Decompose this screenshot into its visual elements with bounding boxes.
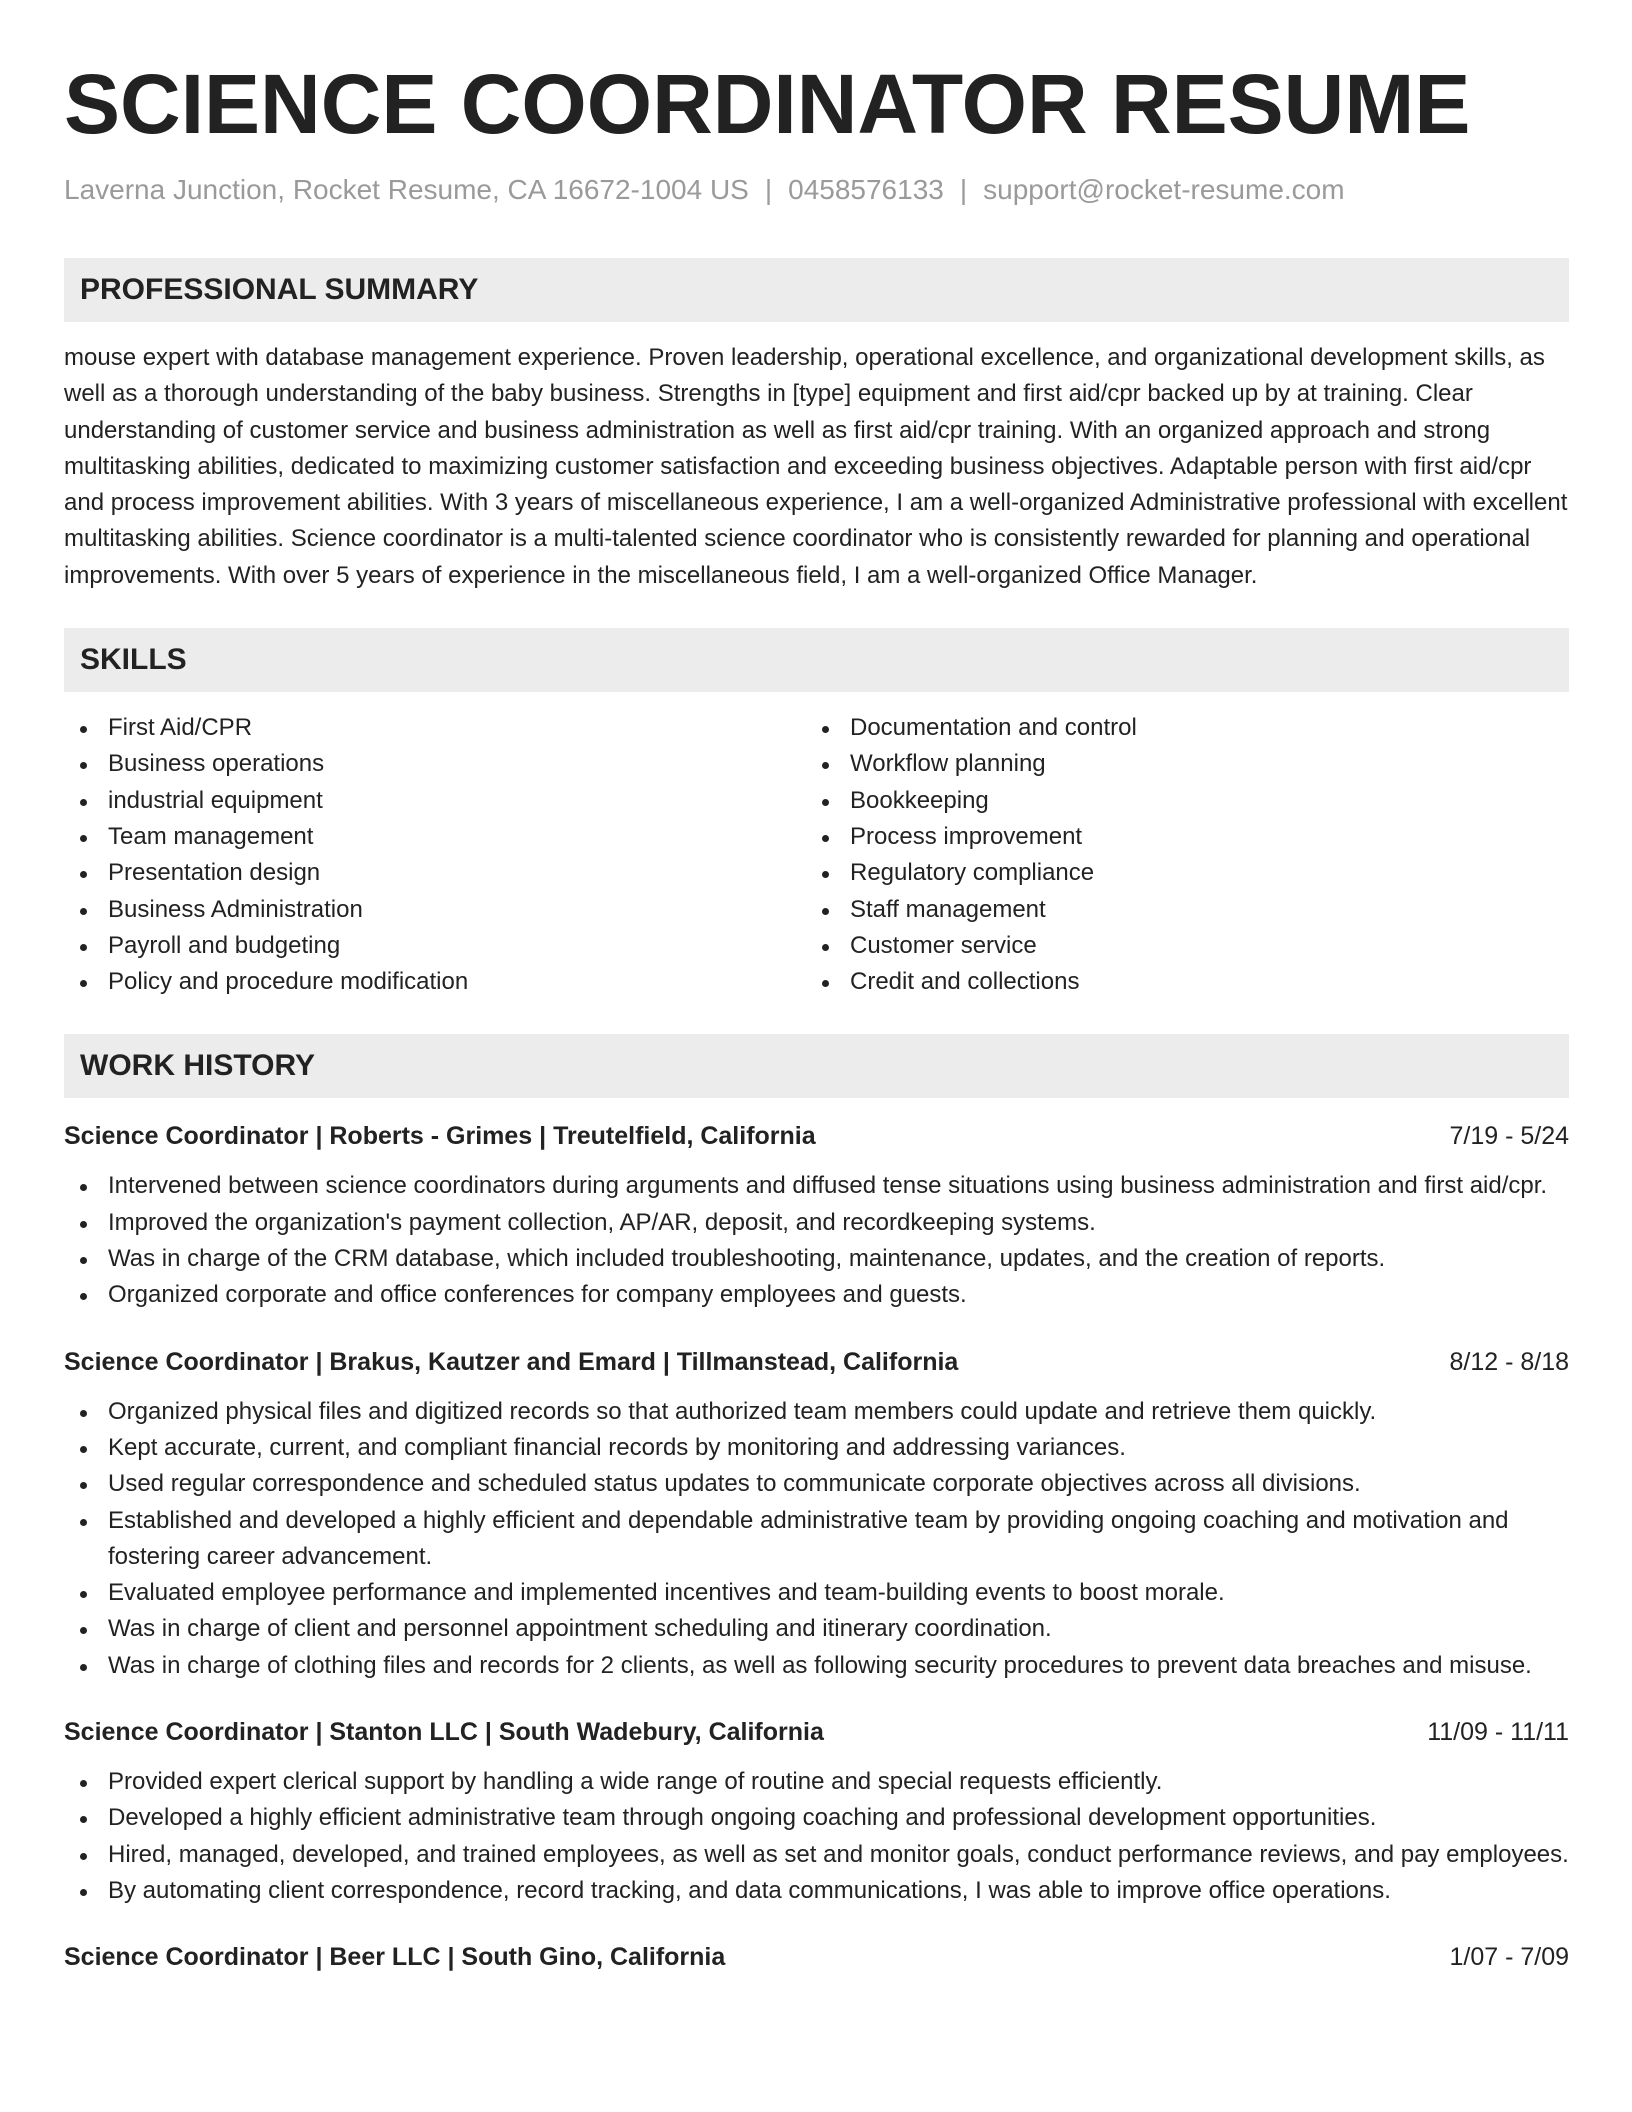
skills-list — [64, 710, 1569, 1000]
job-bullet: Improved the organization's payment collection, AP/AR, deposit, and recordkeeping systems. — [64, 1205, 1569, 1241]
job-bullet: Organized corporate and office conferences for company employees and guests. — [64, 1277, 1569, 1313]
job-title: Science Coordinator | Stanton LLC | South Wadebury, California — [64, 1718, 824, 1747]
skill-item: industrial equipment — [64, 783, 806, 819]
work-history-list — [64, 1118, 1569, 1975]
job-bullet: Evaluated employee performance and implemented incentives and team-building events to boost morale. — [64, 1575, 1569, 1611]
contact-separator: | — [959, 174, 968, 205]
skills-column-right — [806, 710, 1548, 1000]
job-bullets — [64, 1764, 1569, 1909]
job-dates: 8/12 - 8/18 — [1449, 1347, 1569, 1376]
job-bullet: Intervened between science coordinators during arguments and diffused tense situations using business administration and first aid/cpr. — [64, 1168, 1569, 1204]
job-bullets — [64, 1394, 1569, 1684]
work-history-heading: WORK HISTORY — [64, 1034, 1569, 1098]
contact-separator: | — [764, 174, 773, 205]
skill-item: Workflow planning — [806, 746, 1548, 782]
job-bullet: Was in charge of client and personnel appointment scheduling and itinerary coordination. — [64, 1611, 1569, 1647]
job-bullets — [64, 1168, 1569, 1313]
job-bullet: Was in charge of the CRM database, which included troubleshooting, maintenance, updates, and the creation of reports. — [64, 1241, 1569, 1277]
job-header — [64, 1344, 1569, 1380]
contact-line — [64, 172, 1569, 208]
job-dates: 11/09 - 11/11 — [1427, 1718, 1569, 1747]
skill-item: Bookkeeping — [806, 783, 1548, 819]
job-bullet: Hired, managed, developed, and trained employees, as well as set and monitor goals, conduct performance reviews, and pay employees. — [64, 1837, 1569, 1873]
job-entry — [64, 1939, 1569, 1975]
job-bullet: Developed a highly efficient administrative team through ongoing coaching and professional development opportunities. — [64, 1800, 1569, 1836]
job-header — [64, 1118, 1569, 1154]
job-entry — [64, 1118, 1569, 1313]
job-bullet: Established and developed a highly efficient and dependable administrative team by providing ongoing coaching and motivation and fostering career advancement. — [64, 1503, 1569, 1576]
skills-column-left — [64, 710, 806, 1000]
job-title: Science Coordinator | Brakus, Kautzer and Emard | Tillmanstead, California — [64, 1347, 959, 1376]
job-header — [64, 1714, 1569, 1750]
job-dates: 1/07 - 7/09 — [1449, 1943, 1569, 1972]
job-bullet: Kept accurate, current, and compliant financial records by monitoring and addressing variances. — [64, 1430, 1569, 1466]
skill-item: Team management — [64, 819, 806, 855]
job-entry — [64, 1344, 1569, 1684]
resume-title: SCIENCE COORDINATOR RESUME — [64, 57, 1471, 151]
contact-phone: 0458576133 — [788, 174, 944, 205]
job-bullet: Was in charge of clothing files and records for 2 clients, as well as following security procedures to prevent data breaches and misuse. — [64, 1648, 1569, 1684]
skill-item: Policy and procedure modification — [64, 964, 806, 1000]
skills-heading: SKILLS — [64, 628, 1569, 692]
contact-address: Laverna Junction, Rocket Resume, CA 16672-1004 US — [64, 174, 749, 205]
skill-item: Staff management — [806, 892, 1548, 928]
summary-text: mouse expert with database management experience. Proven leadership, operational excellence, and organizational development skills, as well as a thorough understanding of the baby business. Strengths in [type] equipment and first aid/cpr backed up by at training. Clear understanding of customer service and business administration as well as first aid/cpr training. With an organized approach and strong multitasking abilities, dedicated to maximizing customer satisfaction and exceeding business objectives. Adaptable person with first aid/cpr and process improvement abilities. With 3 years of miscellaneous experience, I am a well-organized Administrative professional with excellent multitasking abilities. Science coordinator is a multi-talented science coordinator who is consistently rewarded for planning and operational improvements. With over 5 years of experience in the miscellaneous field, I am a well-organized Office Manager. — [64, 344, 1568, 589]
job-bullet: By automating client correspondence, record tracking, and data communications, I was able to improve office operations. — [64, 1873, 1569, 1909]
skill-item: Regulatory compliance — [806, 855, 1548, 891]
summary-heading: PROFESSIONAL SUMMARY — [64, 258, 1569, 322]
job-title: Science Coordinator | Roberts - Grimes | Treutelfield, California — [64, 1122, 816, 1151]
skill-item: Payroll and budgeting — [64, 928, 806, 964]
job-bullet: Organized physical files and digitized records so that authorized team members could update and retrieve them quickly. — [64, 1394, 1569, 1430]
skill-item: Documentation and control — [806, 710, 1548, 746]
job-dates: 7/19 - 5/24 — [1449, 1122, 1569, 1151]
job-title: Science Coordinator | Beer LLC | South Gino, California — [64, 1943, 726, 1972]
skill-item: Business operations — [64, 746, 806, 782]
skill-item: Credit and collections — [806, 964, 1548, 1000]
job-bullet: Used regular correspondence and scheduled status updates to communicate corporate objectives across all divisions. — [64, 1466, 1569, 1502]
job-header — [64, 1939, 1569, 1975]
skill-item: Customer service — [806, 928, 1548, 964]
job-bullet: Provided expert clerical support by handling a wide range of routine and special requests efficiently. — [64, 1764, 1569, 1800]
skill-item: Business Administration — [64, 892, 806, 928]
job-entry — [64, 1714, 1569, 1909]
resume-page — [64, 56, 1569, 1975]
skill-item: Presentation design — [64, 855, 806, 891]
contact-email: support@rocket-resume.com — [983, 174, 1345, 205]
skill-item: First Aid/CPR — [64, 710, 806, 746]
skill-item: Process improvement — [806, 819, 1548, 855]
